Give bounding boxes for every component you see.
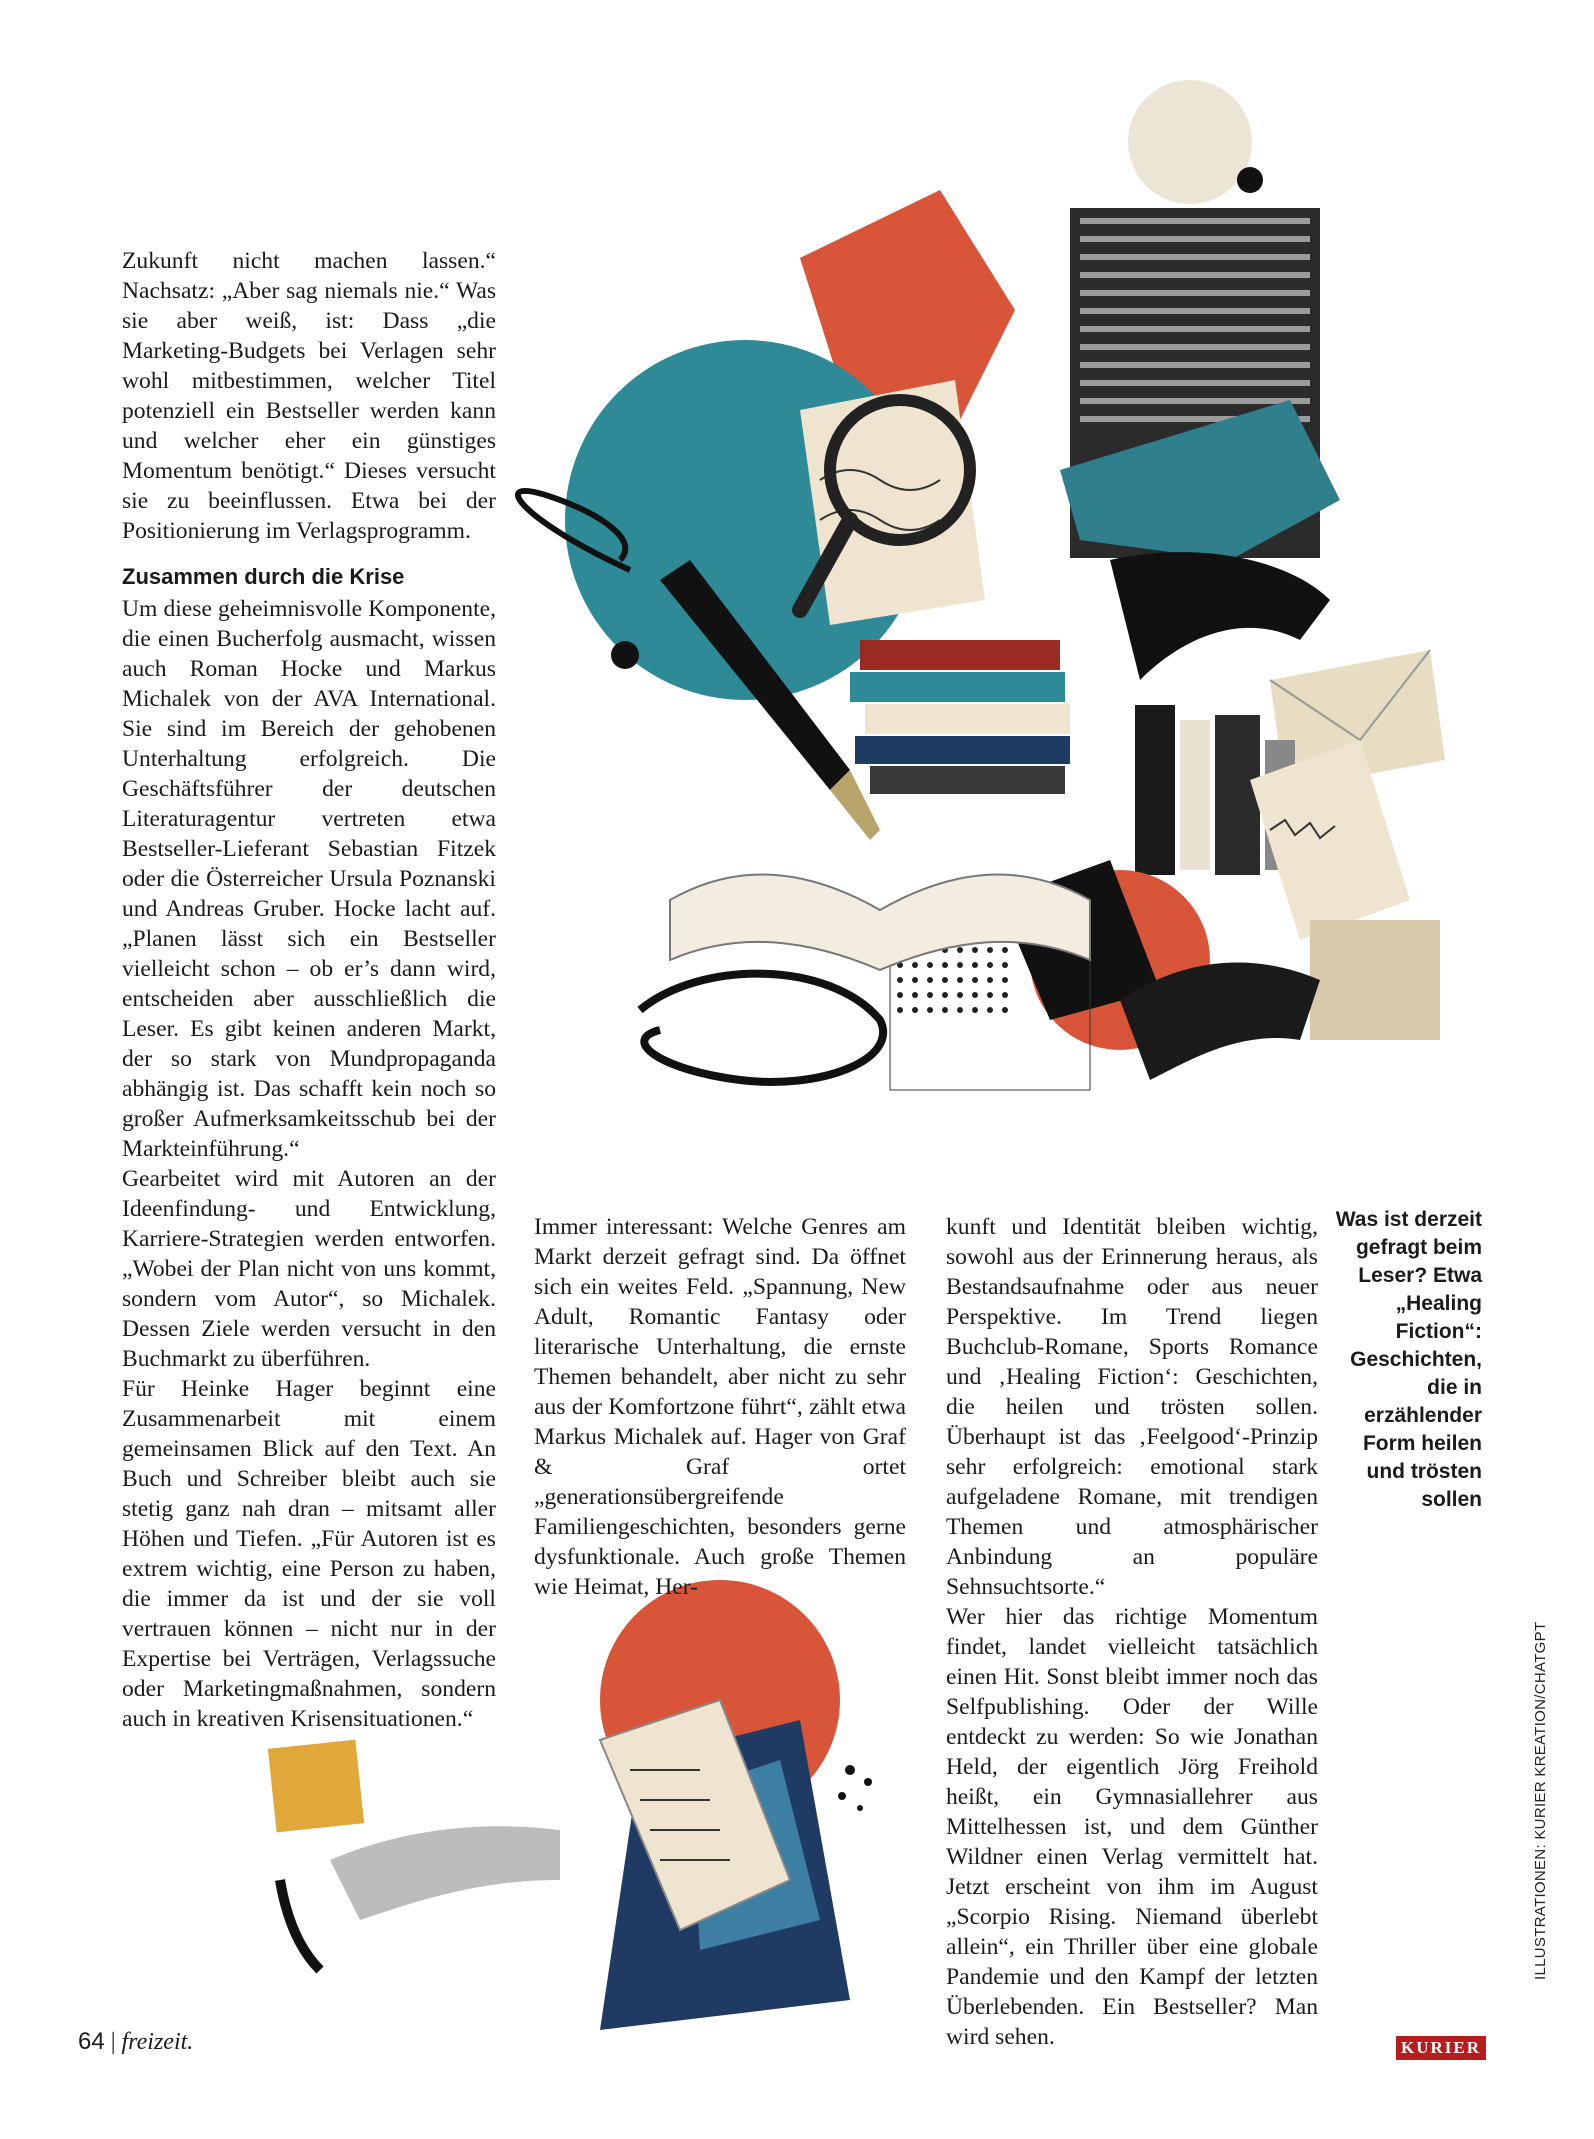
ink-stroke-shape [280,1880,320,1970]
page-footer [78,2028,193,2056]
hand-shape [330,1826,560,1920]
text-column-1 [122,246,496,1734]
footer-separator: | [110,2029,116,2055]
paragraph: Wer hier das richtige Momentum findet, landet vielleicht tatsächlich einen Hit. Sonst bleibt immer noch das Selfpublishing. Oder der Wille entdeckt zu werden: So wie Jonathan Held, der eigentlich Jörg Freihold heißt, ein Gymnasiallehrer aus Mittelhessen ist, und dem Günther Wildner einen Verlag vermittelt hat. Jetzt erscheint von ihm im August „Scorpio Rising. Niemand überlebt allein“, ein Thriller über eine globale Pandemie und den Kampf der letzten Überlebenden. Ein Bestseller? Man wird sehen. [946,1604,1318,2050]
text-column-2 [534,1212,906,1602]
mustard-square-shape [268,1740,364,1833]
brand-logo: KURIER [1396,2036,1486,2060]
magazine-name: freizeit. [121,2029,194,2055]
illustration-credit: ILLUSTRATIONEN: KURIER KREATION/CHATGPT [1532,1621,1549,1980]
text-column-3 [946,1212,1318,2052]
paragraph: Für Heinke Hager beginnt eine Zusammenarbeit mit einem gemeinsamen Blick auf den Text. An Buch und Schreiber bleibt auch sie stetig ganz nah dran – mitsamt aller Höhen und Tiefen. „Für Autoren ist es extrem wichtig, eine Person zu haben, die immer da ist und der sie voll vertrauen können – nicht nur in der Expertise bei Verträgen, Verlagssuche oder Marketingmaßnahmen, sondern auch in kreativen Krisensituationen.“ [122,1376,496,1732]
paragraph: Zukunft nicht machen lassen.“ Nachsatz: „Aber sag niemals nie.“ Was sie aber weiß, ist: Dass „die Marketing-Budgets bei Verlagen sehr wohl mitbestimmen, welcher Titel potenziell ein Bestseller werden kann und welcher eher ein günstiges Momentum benötigt.“ Dieses versucht sie zu beeinflussen. Etwa bei der Positionierung im Verlagsprogramm. [122,248,496,544]
paragraph: kunft und Identität bleiben wichtig, sowohl aus der Erinnerung heraus, als Bestandsaufnahme oder aus neuer Perspektive. Im Trend liegen Buchclub-Romane, Sports Romance und ‚Healing Fiction‘: Geschichten, die heilen und trösten sollen. Überhaupt ist das ‚Feelgood‘-Prinzip sehr erfolgreich: emotional stark aufgeladene Romane, mit trendigen Themen und atmosphärischer Anbindung an populäre Sehnsuchtsorte.“ [946,1214,1318,1600]
paragraph: Um diese geheimnisvolle Komponente, die einen Bucherfolg ausmacht, wissen auch Roman Hocke und Markus Michalek von der AVA International. Sie sind im Bereich der gehobenen Unterhaltung erfolgreich. Die Geschäftsführer der deutschen Literaturagentur vertreten etwa Bestseller-Lieferant Sebastian Fitzek oder die Österreicher Ursula Poznanski und Andreas Gruber. Hocke lacht auf. „Planen lässt sich ein Bestseller vielleicht schon – ob er’s dann wird, entscheiden aber ausschließlich die Leser. Es gibt keinen anderen Markt, der so stark von Mundpropaganda abhängig ist. Das schafft kein noch so großer Aufmerksamkeitsschub bei der Markteinführung.“ [122,596,496,1162]
paragraph: Gearbeitet wird mit Autoren an der Ideenfindung- und Entwicklung, Karriere-Strategien werden entworfen. „Wobei der Plan nicht von uns kommt, sondern vom Autor“, so Michalek. Dessen Ziele werden versucht in den Buchmarkt zu überführen. [122,1166,496,1372]
page-number: 64 [78,2028,105,2055]
ink-dots-shape [838,1765,872,1811]
section-heading: Zusammen durch die Krise [122,564,405,589]
paragraph: Immer interessant: Welche Genres am Markt derzeit gefragt sind. Da öffnet sich ein weites Feld. „Spannung, New Adult, Romantic Fantasy oder literarische Unterhaltung, die ernste Themen behandelt, aber nicht zu sehr aus der Komfortzone führt“, zählt etwa Markus Michalek auf. Hager von Graf & Graf ortet „generationsübergreifende Familiengeschichten, besonders gerne dysfunktionale. Auch große Themen wie Heimat, Her- [534,1214,906,1600]
pull-quote: Was ist derzeit gefragt beim Leser? Etwa „Healing Fiction“: Geschichten, die in erzählender Form heilen und trösten sollen [1335,1208,1482,1511]
